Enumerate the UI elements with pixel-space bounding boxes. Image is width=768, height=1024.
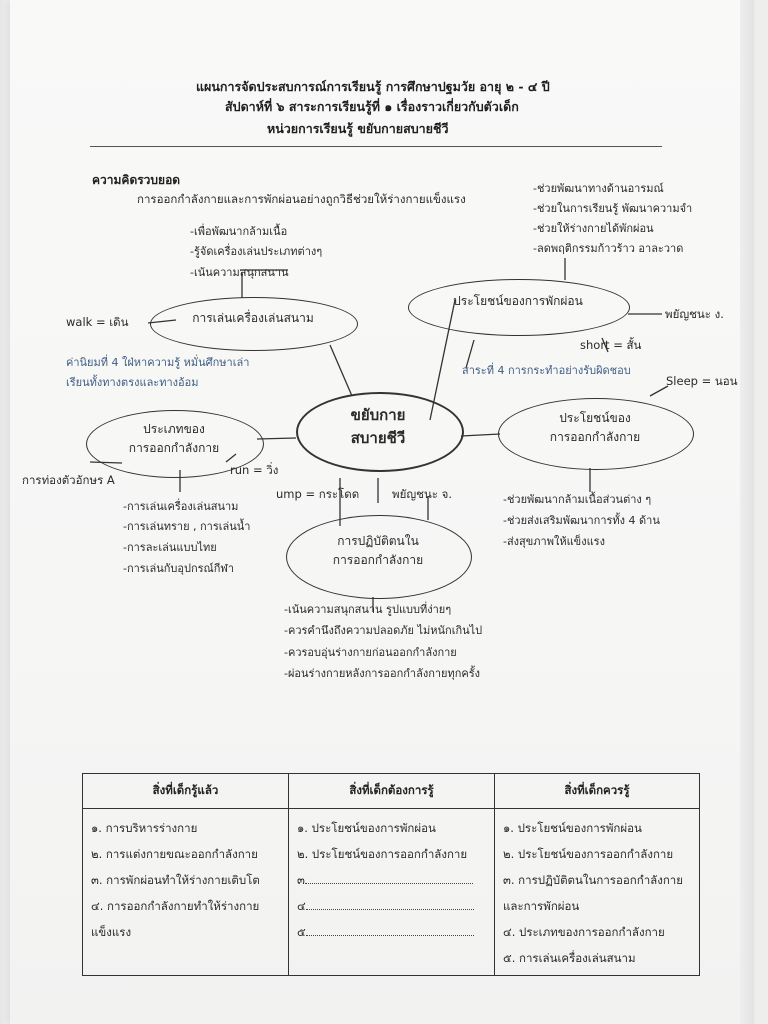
header-line-3: หน่วยการเรียนรู้ ขยับกายสบายชีวี (267, 121, 449, 136)
benefit-note-3: -ส่งสุขภาพให้แข็งแรง (503, 535, 605, 548)
kwl-known-item: ๒. การแต่งกายขณะออกกำลังกาย (91, 847, 258, 861)
practice-line-1: การปฏิบัติตนใน (337, 534, 419, 548)
kwl-want-blank-number: ๕ (297, 925, 306, 939)
dotted-line (306, 897, 474, 910)
types-note-3: -การละเล่นแบบไทย (123, 541, 217, 554)
connector-center-benefit (461, 434, 500, 436)
kwl-known-item: ๔. การออกกำลังกายทำให้ร่างกาย (91, 899, 260, 913)
center-line-2: สบายชีวี (350, 429, 406, 448)
rest-note-1: -ช่วยพัฒนาทางด้านอารมณ์ (533, 182, 664, 195)
kwl-want-item: ๒. ประโยชน์ของการออกกำลังกาย (297, 847, 468, 861)
kwl-want-blank (297, 893, 488, 919)
kwl-header-want: สิ่งที่เด็กต้องการรู้ (289, 774, 495, 809)
practice-consonant: พยัญชนะ จ. (392, 487, 453, 501)
types-line-2: การออกกำลังกาย (128, 441, 220, 456)
types-vocab: run = วิ่ง (230, 463, 279, 477)
kwl-want-cell (289, 809, 495, 976)
kwl-should-cell (495, 809, 700, 976)
kwl-want-blank (297, 919, 488, 945)
rest-note-2: -ช่วยในการเรียนรู้ พัฒนาความจำ (533, 202, 693, 215)
playground-note-1: -เพื่อพัฒนากล้ามเนื้อ (190, 225, 288, 238)
playground-note-3: -เน้นความสนุกสนาน (190, 266, 289, 279)
practice-line-2: การออกกำลังกาย (332, 553, 424, 568)
benefit-note-1: -ช่วยพัฒนากล้ามเนื้อส่วนต่าง ๆ (503, 493, 652, 506)
concept-heading: ความคิดรวบยอด (92, 173, 181, 187)
kwl-should-item: ๓. การปฏิบัติตนในการออกกำลังกาย (503, 873, 683, 887)
rest-consonant: พยัญชนะ ง. (665, 307, 724, 321)
standard-note: สาระที่ 4 การกระทำอย่างรับผิดชอบ (462, 364, 631, 377)
kwl-known-cell (83, 809, 289, 976)
kwl-should-item: และการพักผ่อน (503, 899, 580, 913)
kwl-known-item: แข็งแรง (91, 925, 132, 939)
values-note-line-1: ค่านิยมที่ 4 ใฝ่หาความรู้ หมั่นศึกษาเล่า (66, 356, 250, 369)
kwl-table (82, 773, 700, 976)
benefit-note-2: -ช่วยส่งเสริมพัฒนาการทั้ง 4 ด้าน (503, 514, 660, 527)
kwl-want-item: ๑. ประโยชน์ของการพักผ่อน (297, 821, 436, 835)
values-note-line-2: เรียนทั้งทางตรงและทางอ้อม (66, 376, 199, 389)
kwl-known-item: ๓. การพักผ่อนทำให้ร่างกายเติบโต (91, 873, 260, 887)
kwl-should-item: ๒. ประโยชน์ของการออกกำลังกาย (503, 847, 674, 861)
benefit-vocab: Sleep = นอน (666, 374, 738, 388)
playground-label: การเล่นเครื่องเล่นสนาม (192, 311, 314, 325)
kwl-body-row (83, 809, 700, 976)
practice-note-3: -ควรอบอุ่นร่างกายก่อนออกกำลังกาย (284, 646, 457, 659)
kwl-header-known: สิ่งที่เด็กรู้แล้ว (83, 774, 289, 809)
rest-note-4: -ลดพฤติกรรมก้าวร้าว อาละวาด (533, 242, 684, 255)
rest-vocab: short = สั้น (580, 338, 642, 352)
practice-vocab: ump = กระโดด (276, 487, 360, 501)
playground-note-2: -รู้จัดเครื่องเล่นประเภทต่างๆ (190, 245, 323, 258)
kwl-should-item: ๔. ประเภทของการออกกำลังกาย (503, 925, 665, 939)
kwl-header-row (83, 774, 700, 809)
rest-label: ประโยชน์ของการพักผ่อน (453, 294, 583, 308)
kwl-header-should: สิ่งที่เด็กควรรู้ (495, 774, 700, 809)
practice-note-2: -ควรคำนึงถึงความปลอดภัย ไม่หนักเกินไป (284, 624, 483, 637)
types-line-1: ประเภทของ (143, 422, 205, 436)
connector-center-playground (330, 345, 352, 396)
practice-note-1: -เน้นความสนุกสนาน รูปแบบที่ง่ายๆ (284, 603, 452, 616)
types-note-1: -การเล่นเครื่องเล่นสนาม (123, 500, 239, 513)
playground-vocab: walk = เดิน (66, 315, 129, 329)
rest-note-3: -ช่วยให้ร่างกายได้พักผ่อน (533, 222, 654, 235)
concept-text: การออกกำลังกายและการพักผ่อนอย่างถูกวิธีช่วยให้ร่างกายแข็งแรง (137, 192, 466, 206)
header-line-1: แผนการจัดประสบการณ์การเรียนรู้ การศึกษาปฐมวัย อายุ ๒ - ๔ ปี (196, 79, 550, 94)
types-note-2: -การเล่นทราย , การเล่นน้ำ (123, 520, 251, 533)
benefit-line-1: ประโยชน์ของ (559, 411, 631, 425)
types-alphabet: การท่องตัวอักษร A (22, 473, 115, 487)
kwl-known-item: ๑. การบริหารร่างกาย (91, 821, 198, 835)
practice-note-4: -ผ่อนร่างกายหลังการออกกำลังกายทุกครั้ง (284, 667, 481, 680)
kwl-want-blank-number: ๔ (297, 899, 306, 913)
types-note-4: -การเล่นกับอุปกรณ์กีฬา (123, 562, 235, 575)
benefit-line-2: การออกกำลังกาย (549, 430, 641, 445)
kwl-should-item: ๑. ประโยชน์ของการพักผ่อน (503, 821, 642, 835)
center-line-1: ขยับกาย (350, 406, 406, 424)
dotted-line (305, 871, 473, 884)
dotted-line (306, 923, 474, 936)
kwl-want-blank-number: ๓ (297, 873, 305, 887)
kwl-want-blank (297, 867, 488, 893)
kwl-should-item: ๕. การเล่นเครื่องเล่นสนาม (503, 951, 636, 965)
header-line-2: สัปดาห์ที่ ๖ สาระการเรียนรู้ที่ ๑ เรื่องราวเกี่ยวกับตัวเด็ก (225, 99, 519, 114)
